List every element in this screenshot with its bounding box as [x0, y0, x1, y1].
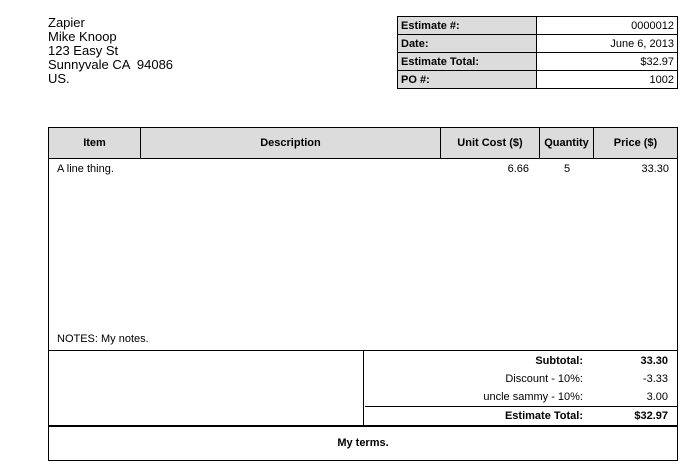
grand-total-value: $32.97 — [634, 410, 668, 422]
contact-name: Mike Knoop — [48, 29, 117, 44]
notes-text: NOTES: My notes. — [57, 333, 149, 345]
date-label: Date: — [398, 35, 537, 53]
tax-value: 3.00 — [646, 391, 668, 403]
meta-row-po-number — [398, 71, 678, 89]
city-line: Sunnyvale CA 94086 — [48, 57, 174, 72]
line-items-table — [48, 127, 678, 351]
column-header-quantity: Quantity — [540, 128, 594, 158]
tax-label: uncle sammy - 10%: — [483, 391, 583, 403]
terms-text: My terms. — [48, 426, 678, 461]
po-number-value: 1002 — [537, 71, 678, 89]
tax-row — [365, 388, 677, 406]
row-item: A line thing. — [57, 163, 114, 175]
subtotal-row — [365, 352, 677, 370]
discount-label: Discount - 10%: — [505, 373, 583, 385]
meta-row-estimate-number — [398, 17, 678, 35]
row-quantity: 5 — [563, 163, 571, 175]
column-header-unit-cost: Unit Cost ($) — [441, 128, 540, 158]
totals-section — [48, 351, 678, 426]
date-value: June 6, 2013 — [537, 35, 678, 53]
grand-total-label: Estimate Total: — [504, 410, 583, 422]
meta-row-date — [398, 35, 678, 53]
line-items-header — [49, 128, 677, 159]
customer-address — [48, 16, 173, 86]
row-unit-cost: 6.66 — [507, 163, 529, 175]
discount-row — [365, 370, 677, 388]
column-header-description: Description — [141, 128, 441, 158]
estimate-total-label: Estimate Total: — [398, 53, 537, 71]
totals-blank-area — [49, 351, 364, 425]
company-name: Zapier — [48, 15, 85, 30]
po-number-label: PO #: — [398, 71, 537, 89]
country: US. — [48, 71, 70, 86]
meta-row-estimate-total — [398, 53, 678, 71]
estimate-total-row — [365, 406, 677, 425]
street-address: 123 Easy St — [48, 43, 119, 58]
subtotal-label: Subtotal: — [535, 355, 583, 367]
row-price: 33.30 — [641, 163, 669, 175]
estimate-number-label: Estimate #: — [398, 17, 537, 35]
subtotal-value: 33.30 — [640, 355, 668, 367]
estimate-total-value: $32.97 — [537, 53, 678, 71]
estimate-meta-table — [397, 16, 678, 89]
estimate-number-value: 0000012 — [537, 17, 678, 35]
column-header-item: Item — [49, 128, 141, 158]
discount-value: -3.33 — [642, 373, 668, 385]
column-header-price: Price ($) — [613, 137, 658, 149]
